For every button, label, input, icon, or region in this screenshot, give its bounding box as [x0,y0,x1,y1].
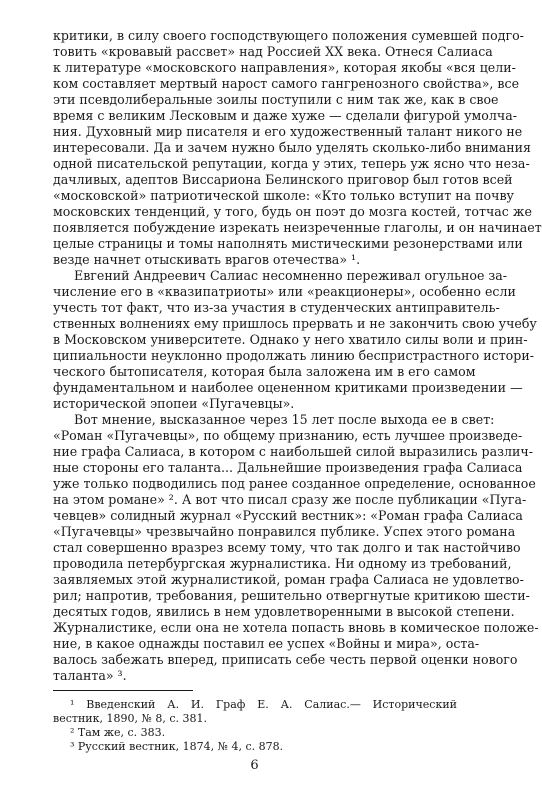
text-line: в Московском университете. Однако у него хватило силы воли и прин- [53,332,528,347]
text-line: ципиальности неуклонно продолжать линию беспристрастного истори- [53,348,534,363]
text-line: «московской» патриотической школе: «Кто только вступит на почву [53,188,514,203]
footnote-line: ¹ Введенский А. И. Граф Е. А. Салиас.— Исторический [70,698,457,711]
text-line: «Пугачевцы» чрезвычайно понравился публике. Успех этого романа [53,524,516,539]
text-line: исторической эпопеи «Пугачевцы». [53,396,295,411]
text-line: десятых годов, явились в нем удовлетворенными в высокой степени. [53,604,515,619]
text-line: эти псевдолиберальные зоилы поступили с ним так же, как в свое [53,92,499,107]
page-number: 6 [250,758,259,773]
text-line: московских тенденций, у того, будь он поэт до мозга костей, тотчас же [53,204,532,219]
text-line: целые страницы и томы наполнять мистическими резонерствами или [53,236,523,251]
text-line: ние, в какое однажды поставил ее успех «Войны и мира», оста- [53,636,480,651]
text-line: ние графа Салиаса, в котором с наибольшей силой выразились различ- [53,444,533,459]
footnote-line: ² Там же, с. 383. [70,726,166,739]
text-line: дачливых, адептов Виссариона Белинского приговор был готов всей [53,172,513,187]
text-line: стал совершенно вразрез всему тому, что так долго и так настойчиво [53,540,521,555]
text-line: рил; напротив, требования, решительно отвергнутые критикою шести- [53,588,530,603]
text-line: ком составляет мертвый нарост самого гангренозного свойства», все [53,76,520,91]
text-line: Журналистике, если она не хотела попасть вновь в комическое положе- [53,620,539,635]
text-line: Вот мнение, высказанное через 15 лет после выхода ее в свет: [74,412,495,427]
text-line: уже только подводились под ранее созданное определение, основанное [53,476,536,491]
text-line: на этом романе» ². А вот что писал сразу же после публикации «Пуга- [53,492,527,507]
text-line: товить «кровавый рассвет» над Россией XX века. Отнеся Салиаса [53,44,493,59]
text-line: числение его в «квазипатриоты» или «реакционеры», особенно если [53,284,516,299]
text-line: таланта» ³. [53,668,127,683]
text-line: чевцев» солидный журнал «Русский вестник»: «Роман графа Салиаса [53,508,523,523]
text-line: к литературе «московского направления», которая якобы «вся цели- [53,60,516,75]
footnote-line: ³ Русский вестник, 1874, № 4, с. 878. [70,740,284,753]
text-line: ния. Духовный мир писателя и его художественный талант никого не [53,124,523,139]
text-line: одной писательской репутации, когда у этих, теперь уж ясно что неза- [53,156,530,171]
text-line: Евгений Андреевич Салиас несомненно переживал огульное за- [74,268,508,283]
text-line: критики, в силу своего господствующего положения сумевшей подго- [53,28,524,43]
text-line: заявляемых этой журналистикой, роман графа Салиаса не удовлетво- [53,572,524,587]
footnote-line: вестник, 1890, № 8, с. 381. [53,712,208,725]
text-line: появляется побуждение изрекать неизреченные глаголы, и он начинает [53,220,542,235]
text-line: учесть тот факт, что из-за участия в студенческих антиправитель- [53,300,500,315]
text-line: ственных волнениях ему пришлось прервать и не закончить свою учебу [53,316,537,331]
text-line: валось забежать вперед, приписать себе честь первой оценки нового [53,652,518,667]
text-line: фундаментальном и наиболее оцененном критиками произведении — [53,380,523,395]
text-line: проводила петербургская журналистика. Ни одному из требований, [53,556,512,571]
text-line: время с великим Лесковым и даже хуже — сделали фигурой умолча- [53,108,517,123]
text-line: ческого бытописателя, которая была заложена им в его самом [53,364,476,379]
text-line: ные стороны его таланта... Дальнейшие произведения графа Салиаса [53,460,523,475]
text-line: везде начнет отыскивать врагов отечества» ¹. [53,252,361,267]
text-line: интересовали. Да и зачем нужно было уделять сколько-либо внимания [53,140,531,155]
footnote-divider [53,690,193,691]
text-line: «Роман «Пугачевцы», по общему признанию, есть лучшее произведе- [53,428,523,443]
